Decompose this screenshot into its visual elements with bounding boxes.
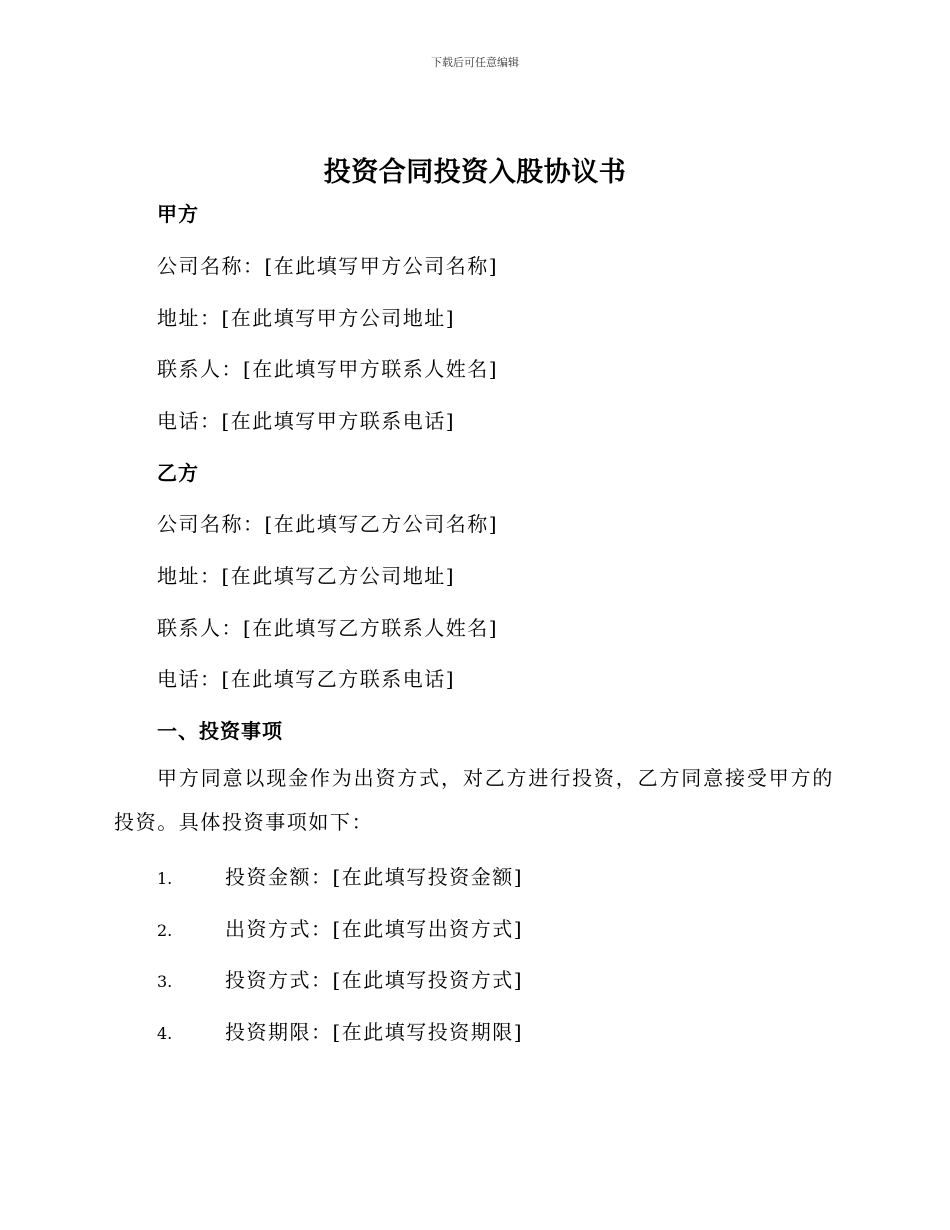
- document-title: 投资合同投资入股协议书: [323, 157, 627, 188]
- list-item-number: 4.: [157, 1024, 173, 1043]
- party-b-phone: 电话：[在此填写乙方联系电话]: [157, 667, 456, 691]
- list-item: [157, 1016, 523, 1045]
- list-item-text: 投资期限：[在此填写投资期限]: [225, 1020, 524, 1044]
- list-item: [157, 913, 523, 942]
- party-a-phone: 电话：[在此填写甲方联系电话]: [157, 409, 456, 433]
- party-b-address: 地址：[在此填写乙方公司地址]: [157, 564, 456, 588]
- section-1-heading: 一、投资事项: [157, 719, 283, 743]
- list-item-text: 投资金额：[在此填写投资金额]: [225, 865, 524, 889]
- list-item-number: 3.: [157, 972, 173, 991]
- party-b-contact: 联系人：[在此填写乙方联系人姓名]: [157, 616, 499, 640]
- list-item-number: 2.: [157, 921, 173, 940]
- party-a-contact: 联系人：[在此填写甲方联系人姓名]: [157, 357, 499, 381]
- party-b-company: 公司名称：[在此填写乙方公司名称]: [157, 512, 499, 536]
- party-b-heading: 乙方: [157, 461, 199, 485]
- party-a-company: 公司名称：[在此填写甲方公司名称]: [157, 254, 499, 278]
- header-note: 下载后可任意编辑: [431, 56, 519, 69]
- section-1-paragraph: 甲方同意以现金作为出资方式，对乙方进行投资，乙方同意接受甲方的投资。具体投资事项如下：: [114, 766, 834, 834]
- party-a-address: 地址：[在此填写甲方公司地址]: [157, 306, 456, 330]
- list-item: [157, 861, 523, 890]
- list-item: [157, 964, 523, 993]
- list-item-number: 1.: [157, 869, 173, 888]
- party-a-heading: 甲方: [157, 202, 199, 226]
- list-item-text: 投资方式：[在此填写投资方式]: [225, 968, 524, 992]
- list-item-text: 出资方式：[在此填写出资方式]: [225, 917, 524, 941]
